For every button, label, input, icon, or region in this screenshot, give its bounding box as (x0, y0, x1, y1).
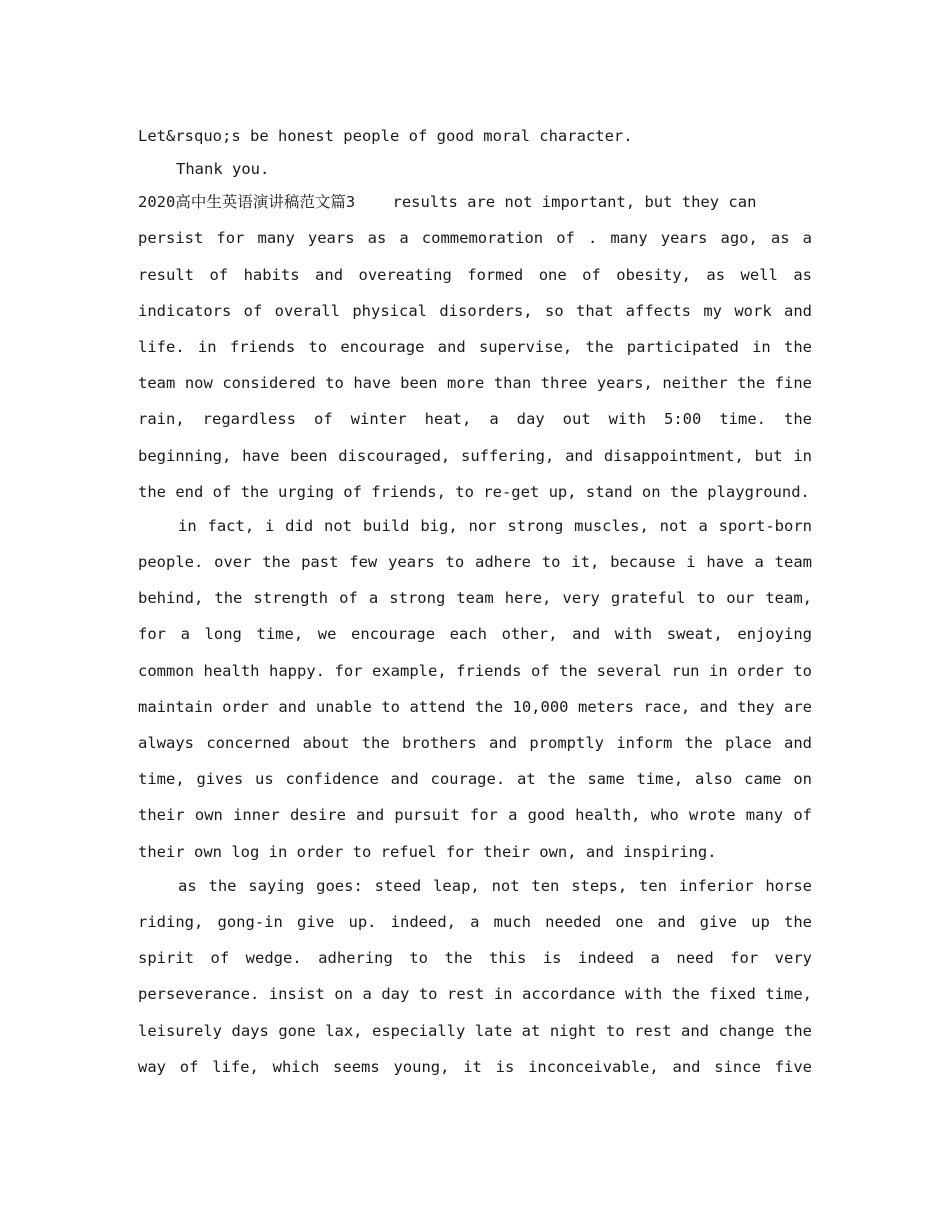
text-line: perseverance. insist on a day to rest in accordance with the fixed time, (138, 985, 812, 1004)
text-line: 2020高中生英语演讲稿范文篇3 results are not important, but they can (138, 193, 757, 212)
text-line: way of life, which seems young, it is inconceivable, and since five (138, 1057, 812, 1076)
text-line: result of habits and overeating formed one of obesity, as well as (138, 265, 812, 284)
text-line: common health happy. for example, friends of the several run in order to (138, 661, 812, 680)
text-line: people. over the past few years to adhere to it, because i have a team (138, 553, 812, 572)
text-line: team now considered to have been more than three years, neither the fine (138, 374, 812, 393)
text-line: time, gives us confidence and courage. at the same time, also came on (138, 770, 812, 789)
text-line: their own inner desire and pursuit for a good health, who wrote many of (138, 806, 812, 825)
text-line: persist for many years as a commemoration of . many years ago, as a (138, 229, 812, 248)
text-line: their own log in order to refuel for their own, and inspiring. (138, 842, 717, 861)
text-line: maintain order and unable to attend the 10,000 meters race, and they are (138, 697, 812, 716)
text-line: rain, regardless of winter heat, a day out with 5:00 time. the (138, 410, 812, 429)
text-line: spirit of wedge. adhering to the this is indeed a need for very (138, 949, 812, 968)
text-line: leisurely days gone lax, especially late at night to rest and change the (138, 1021, 812, 1040)
text-line: indicators of overall physical disorders, so that affects my work and (138, 301, 812, 320)
text-line: behind, the strength of a strong team here, very grateful to our team, (138, 589, 812, 608)
document-body (138, 118, 812, 1085)
text-line: as the saying goes: steed leap, not ten steps, ten inferior horse (178, 876, 812, 895)
text-line: riding, gong-in give up. indeed, a much needed one and give up the (138, 912, 812, 931)
text-line: Let&rsquo;s be honest people of good moral character. (138, 127, 633, 145)
text-line: Thank you. (176, 160, 270, 179)
text-line: always concerned about the brothers and promptly inform the place and (138, 734, 812, 752)
text-line: the end of the urging of friends, to re-get up, stand on the playground. (138, 482, 810, 501)
text-line: in fact, i did not build big, nor strong muscles, not a sport-born (178, 516, 812, 535)
text-line: for a long time, we encourage each other, and with sweat, enjoying (138, 625, 812, 644)
text-line: beginning, have been discouraged, suffering, and disappointment, but in (138, 446, 812, 465)
text-line: life. in friends to encourage and supervise, the participated in the (138, 337, 812, 356)
